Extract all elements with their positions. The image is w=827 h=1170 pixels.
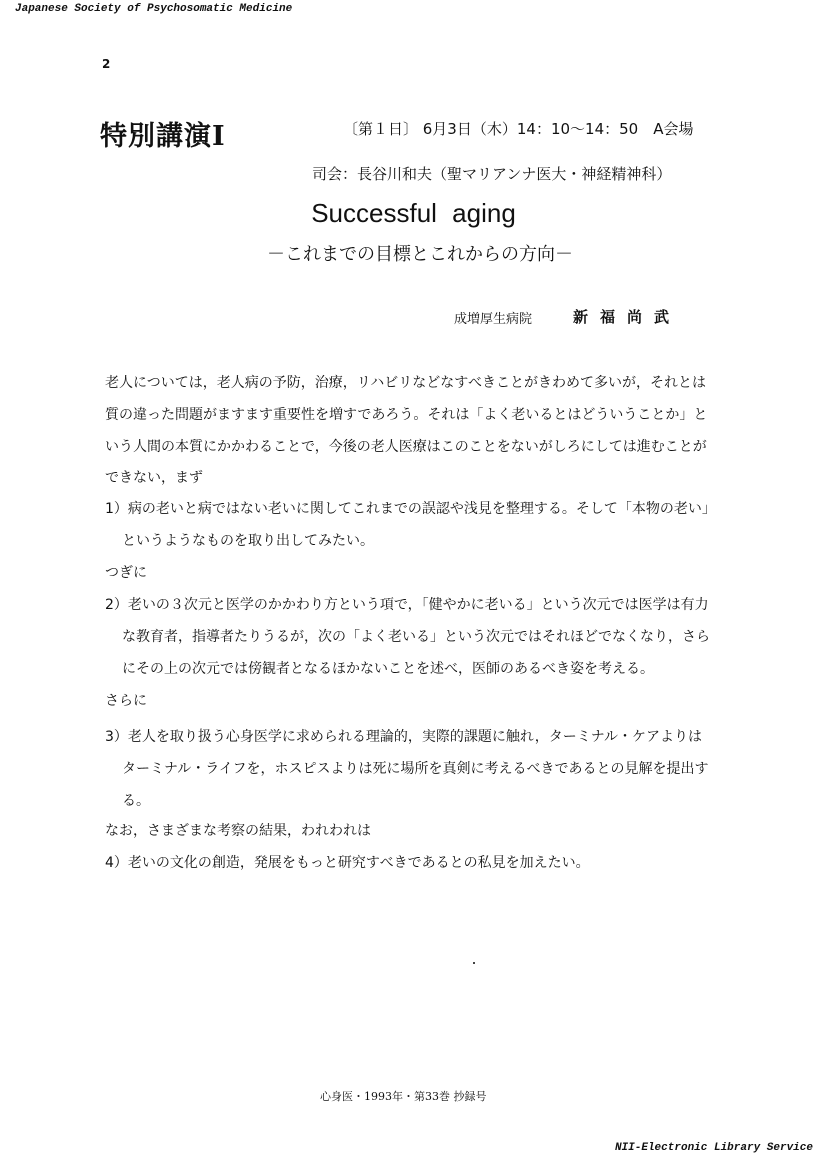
list-item-2-cont: にその上の次元では傍観者となるほかないことを述べ，医師のあるべき姿を考える。: [122, 661, 654, 677]
body-line: なお，さまざまな考察の結果，われわれは: [105, 823, 371, 839]
footer-citation: 心身医・1993年・第33巻 抄録号: [320, 1090, 487, 1103]
body-line: さらに: [105, 693, 147, 709]
body-line: つぎに: [105, 565, 147, 581]
list-item-2: 2）老いの３次元と医学のかかわり方という項で，「健やかに老いる」という次元では医学は有力: [105, 597, 709, 613]
speaker-affiliation: 成増厚生病院: [454, 312, 533, 327]
body-line: いう人間の本質にかかわることで，今後の老人医療はこのことをないがしろにしては進むことが: [105, 439, 707, 455]
footer-service: NII-Electronic Library Service: [614, 1142, 813, 1154]
list-item-3-cont: る。: [122, 793, 150, 809]
body-line: 老人については，老人病の予防，治療，リハビリなどなすべきことがきわめて多いが，それとは: [105, 375, 707, 391]
chair-info: 司会：長谷川和夫（聖マリアンナ医大・神経精神科）: [312, 165, 672, 183]
lecture-title: 特別講演Ⅰ: [100, 121, 226, 152]
list-item-2-cont: な教育者，指導者たりうるが，次の「よく老いる」という次元ではそれほどでなくなり，さら: [122, 629, 710, 645]
page-number: 2: [102, 57, 111, 71]
list-item-1-cont: というようなものを取り出してみたい。: [122, 533, 374, 549]
talk-subtitle: －これまでの目標とこれからの方向－: [267, 244, 573, 265]
journal-header: Japanese Society of Psychosomatic Medicine: [15, 3, 293, 15]
speaker-name: 新福尚武: [573, 308, 682, 326]
list-item-3: 3）老人を取り扱う心身医学に求められる理論的，実際的課題に触れ，ターミナル・ケアよりは: [105, 729, 703, 745]
body-line: できない，まず: [105, 470, 203, 486]
list-item-3-cont: ターミナル・ライフを，ホスピスよりは死に場所を真剣に考えるべきであるとの見解を提出す: [122, 761, 709, 777]
list-item-4: 4）老いの文化の創造，発展をもっと研究すべきであるとの私見を加えたい。: [105, 855, 590, 871]
body-line: 質の違った問題がますます重要性を増すであろう。それは「よく老いるとはどういうことか」と: [105, 407, 708, 423]
list-item-1: 1）病の老いと病ではない老いに関してこれまでの誤認や浅見を整理する。そして「本物の老い」: [105, 501, 716, 517]
talk-title: Successful aging: [311, 198, 516, 228]
session-info: 〔第１日〕 6月3日（木）14：10～14：50 A会場: [343, 120, 694, 138]
scan-speck: [473, 962, 475, 964]
